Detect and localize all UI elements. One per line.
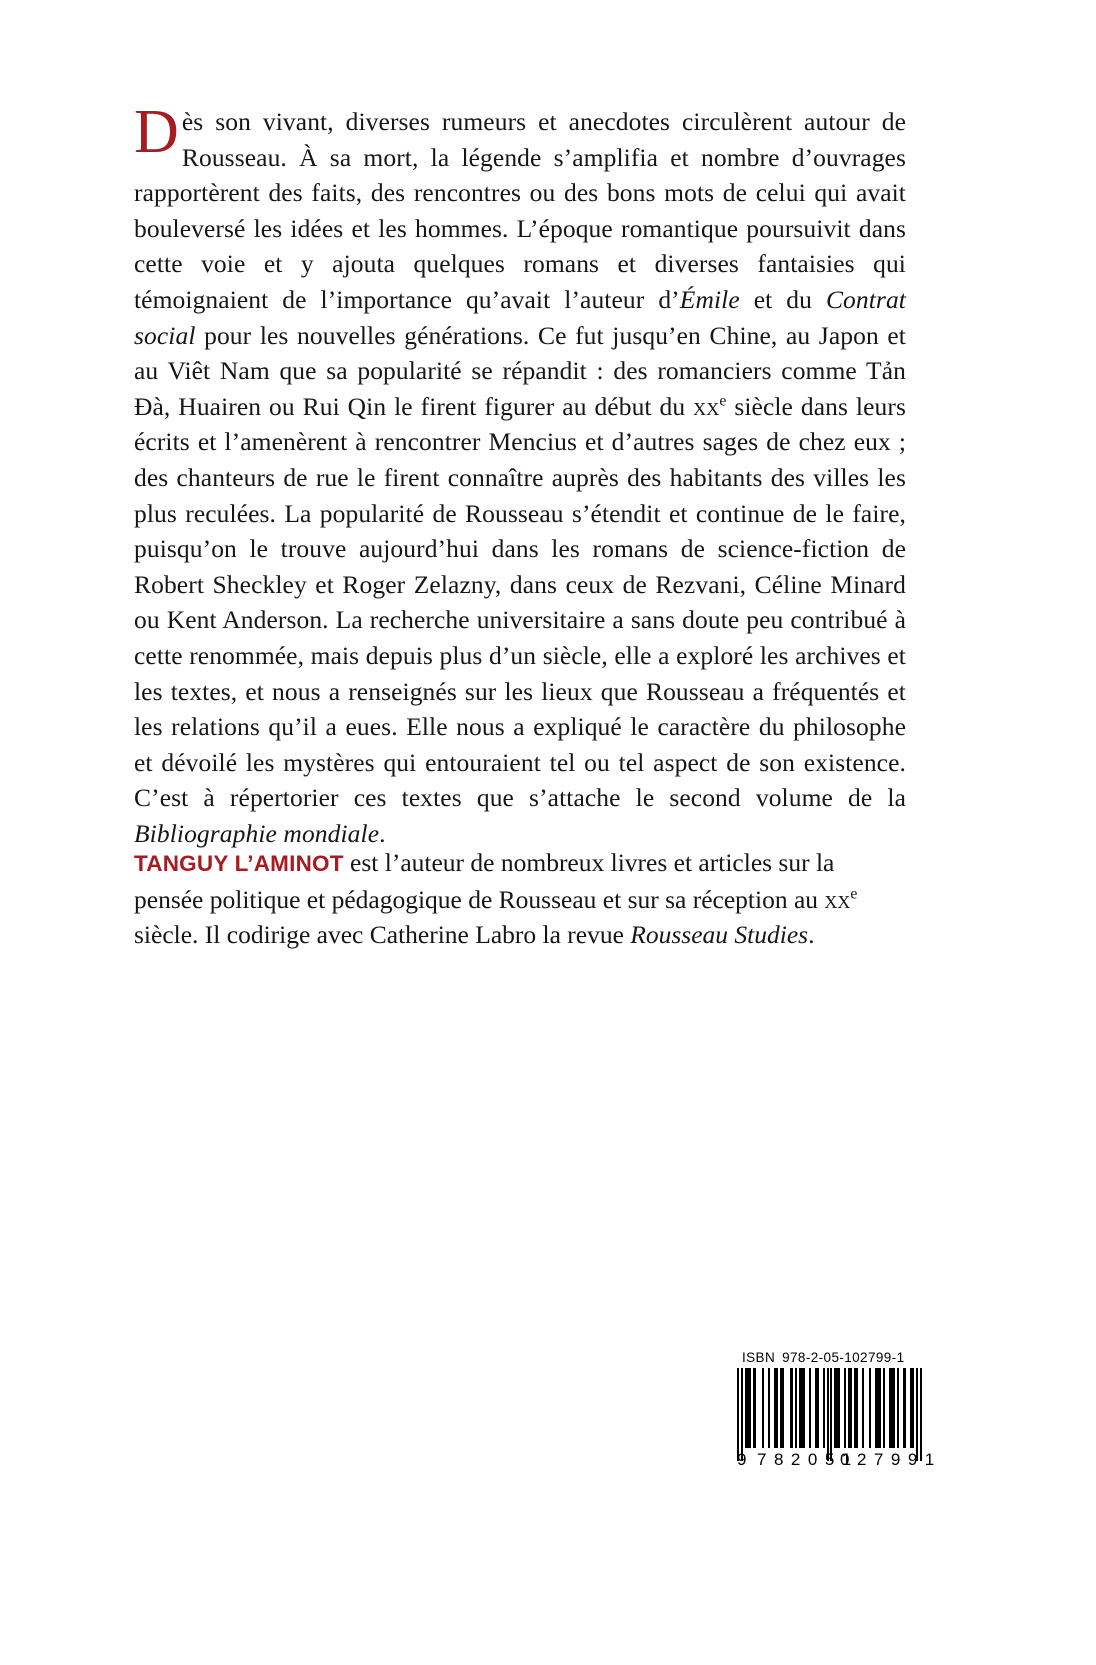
barcode-bars xyxy=(737,1368,922,1448)
barcode-digits xyxy=(737,1448,942,1470)
barcode-bar xyxy=(774,1368,778,1448)
barcode-bar xyxy=(795,1368,797,1448)
barcode-bar xyxy=(780,1368,784,1448)
barcode-bar xyxy=(848,1368,852,1448)
barcode-bar xyxy=(844,1368,846,1448)
barcode-bar xyxy=(834,1368,840,1448)
barcode-bar xyxy=(768,1368,770,1448)
barcode-bar xyxy=(854,1368,858,1448)
barcode-bar xyxy=(799,1368,805,1448)
isbn-line xyxy=(737,1348,922,1368)
barcode-bar xyxy=(745,1368,751,1448)
barcode-block xyxy=(737,1348,942,1470)
barcode-digit-group-2: 027991 xyxy=(840,1450,942,1469)
isbn-label: ISBN xyxy=(742,1350,776,1365)
barcode-bar xyxy=(815,1368,819,1448)
author-bio-text: est l’auteur de nombreux livres et articles sur la pensée politique et pédagogique de Rousseau et sur sa réception au $xx^e$ siècle. Il codirige avec Catherine Labro la revue Rousseau Studies. xyxy=(134,848,858,950)
barcode-bar xyxy=(889,1368,895,1448)
blurb-text: ès son vivant, diverses rumeurs et anecdotes circulèrent autour de Rousseau. À sa mort, la légende s’amplifia et nombre d’ouvrages rapportèrent des faits, des rencontres ou des bons mots de celui qui avait bouleversé les idées et les hommes. L’époque romantique poursuivit dans cette voie et y ajouta quelques romans et diverses fantaisies qui témoignaient de l’importance qu’avait l’auteur d’Émile et du Contrat social pour les nouvelles générations. Ce fut jusqu’en Chine, au Japon et au Viêt Nam que sa popularité se répandit : des romanciers comme Tản Đà, Huairen ou Rui Qin le firent figurer au début du $xx^e$ siècle dans leurs écrits et l’amenèrent à rencontrer Mencius et d’autres sages de chez eux ; des chanteurs de rue le firent connaître auprès des habitants des villes les plus reculées. La popularité de Rousseau s’étendit et continue de le faire, puisqu’on le trouve aujourd’hui dans les romans de science-fiction de Robert Sheckley et Roger Zelazny, dans ceux de Rezvani, Céline Minard ou Kent Anderson. La recherche universitaire a sans doute peu contribué à cette renommée, mais depuis plus d’un siècle, elle a exploré les archives et les textes, et nous a renseignés sur les lieux que Rousseau a fréquentés et les relations qu’il a eues. Elle nous a expliqué le caractère du philosophe et dévoilé les mystères qui entouraient tel ou tel aspect de son existence. C’est à répertorier ces textes que s’attache le second volume de la Bibliographie mondiale. xyxy=(134,107,906,848)
barcode-bar xyxy=(869,1368,871,1448)
barcode-bar xyxy=(897,1368,899,1448)
isbn-value: 978-2-05-102799-1 xyxy=(782,1350,905,1365)
author-name: TANGUY L’AMINOT xyxy=(134,851,344,876)
barcode-digit-group-1: 782051 xyxy=(757,1450,859,1469)
barcode-bar xyxy=(790,1368,794,1448)
barcode-bar xyxy=(875,1368,881,1448)
barcode-bar xyxy=(762,1368,764,1448)
barcode-bar xyxy=(809,1368,811,1448)
barcode-digit-left: 9 xyxy=(737,1450,748,1469)
barcode-bar xyxy=(910,1368,914,1448)
drop-cap: D xyxy=(134,98,179,166)
barcode-bar xyxy=(753,1368,757,1448)
barcode-bar xyxy=(903,1368,907,1448)
barcode-bar xyxy=(862,1368,864,1448)
barcode-bar xyxy=(823,1368,825,1448)
author-biography xyxy=(134,845,906,953)
barcode-bar xyxy=(883,1368,885,1448)
blurb-paragraph xyxy=(134,98,906,851)
